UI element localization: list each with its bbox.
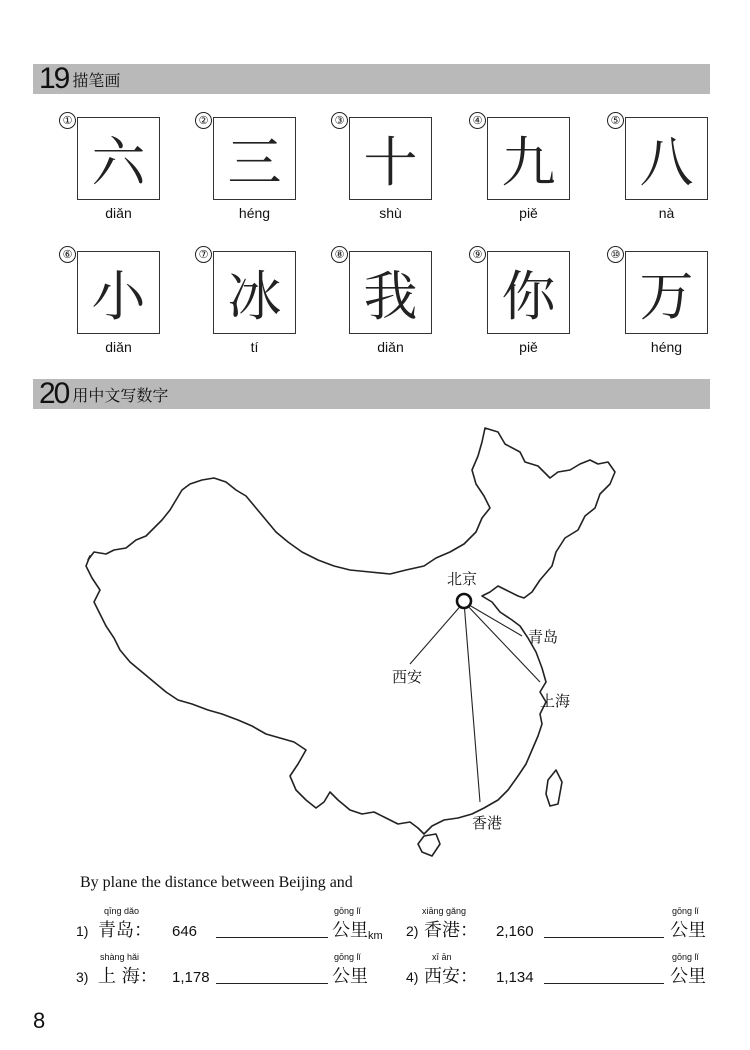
- character-box: 你: [487, 251, 570, 334]
- unit-label: 公里: [332, 966, 368, 987]
- city-label-shanghai: 上海: [540, 692, 571, 710]
- item-number: ②: [195, 112, 212, 129]
- city-pinyin: xī ān: [432, 952, 452, 962]
- city-name: 香港：: [424, 920, 478, 941]
- answer-blank[interactable]: [216, 983, 328, 984]
- item-number: ⑨: [469, 246, 486, 263]
- question-item: [406, 952, 716, 990]
- unit-pinyin: gōng lǐ: [334, 952, 361, 962]
- city-name: 西安：: [424, 966, 478, 987]
- city-name: 青岛：: [98, 920, 152, 941]
- beijing-marker: [457, 594, 471, 608]
- question-number: 3): [76, 969, 89, 985]
- item-number: ⑧: [331, 246, 348, 263]
- section-title: 描笔画: [72, 71, 121, 90]
- question-item: [76, 952, 406, 990]
- character-box: 九: [487, 117, 570, 200]
- stroke-item: [62, 115, 185, 227]
- item-number: ④: [469, 112, 486, 129]
- character-box: 六: [77, 117, 160, 200]
- section-19-header: [33, 64, 710, 94]
- question-intro: By plane the distance between Beijing and: [80, 874, 353, 891]
- stroke-item: [334, 249, 457, 361]
- item-number: ⑥: [59, 246, 76, 263]
- stroke-item: [334, 115, 457, 227]
- stroke-item: [472, 115, 595, 227]
- unit-label: 公里: [670, 920, 706, 941]
- answer-blank[interactable]: [216, 937, 328, 938]
- section-title: 用中文写数字: [72, 386, 169, 405]
- question-number: 1): [76, 923, 89, 939]
- stroke-item: [610, 115, 733, 227]
- character-box: 八: [625, 117, 708, 200]
- stroke-pinyin: diǎn: [105, 339, 132, 355]
- page-number: 8: [33, 1008, 46, 1033]
- distance-value: 2,160: [496, 923, 534, 940]
- route-line-xian: [410, 602, 464, 664]
- character-box: 十: [349, 117, 432, 200]
- stroke-pinyin: piě: [519, 339, 538, 355]
- city-name: 上 海：: [98, 966, 158, 987]
- city-pinyin: shàng hǎi: [100, 952, 140, 962]
- city-label-hongkong: 香港: [472, 814, 503, 832]
- item-number: ①: [59, 112, 76, 129]
- stroke-pinyin: nà: [658, 205, 675, 221]
- route-line-hongkong: [464, 602, 480, 802]
- route-line-qingdao: [464, 602, 522, 636]
- character-box: 三: [213, 117, 296, 200]
- section-number: 20: [39, 377, 69, 410]
- unit-label: 公里: [332, 920, 368, 941]
- stroke-pinyin: héng: [650, 339, 683, 355]
- item-number: ⑤: [607, 112, 624, 129]
- item-number: ③: [331, 112, 348, 129]
- stroke-item: [472, 249, 595, 361]
- character-box: 万: [625, 251, 708, 334]
- unit-suffix: km: [368, 930, 383, 942]
- question-item: [76, 906, 406, 944]
- stroke-pinyin: diǎn: [105, 205, 132, 221]
- city-pinyin: xiāng gǎng: [422, 906, 467, 916]
- stroke-item: [198, 115, 321, 227]
- section-20-header: [33, 379, 710, 409]
- stroke-pinyin: héng: [238, 205, 271, 221]
- stroke-pinyin: diǎn: [377, 339, 404, 355]
- stroke-pinyin: piě: [519, 205, 538, 221]
- unit-pinyin: gōng lǐ: [672, 952, 699, 962]
- stroke-item: [62, 249, 185, 361]
- stroke-pinyin: tí: [250, 339, 259, 355]
- character-box: 我: [349, 251, 432, 334]
- distance-value: 1,178: [172, 969, 210, 986]
- unit-label: 公里: [670, 966, 706, 987]
- question-number: 4): [406, 969, 419, 985]
- stroke-pinyin: shù: [379, 205, 402, 221]
- city-label-xian: 西安: [392, 668, 423, 686]
- unit-pinyin: gōng lǐ: [334, 906, 361, 916]
- stroke-item: [610, 249, 733, 361]
- character-box: 小: [77, 251, 160, 334]
- question-number: 2): [406, 923, 419, 939]
- distance-value: 646: [172, 923, 198, 940]
- stroke-item: [198, 249, 321, 361]
- item-number: ⑩: [607, 246, 624, 263]
- section-number: 19: [39, 62, 69, 95]
- item-number: ⑦: [195, 246, 212, 263]
- answer-blank[interactable]: [544, 983, 664, 984]
- distance-value: 1,134: [496, 969, 534, 986]
- unit-pinyin: gōng lǐ: [672, 906, 699, 916]
- character-box: 冰: [213, 251, 296, 334]
- city-label-qingdao: 青岛: [528, 628, 559, 646]
- answer-blank[interactable]: [544, 937, 664, 938]
- china-map: [80, 420, 640, 870]
- city-label-beijing: 北京: [447, 570, 478, 588]
- city-pinyin: qīng dǎo: [104, 906, 140, 916]
- question-item: [406, 906, 716, 944]
